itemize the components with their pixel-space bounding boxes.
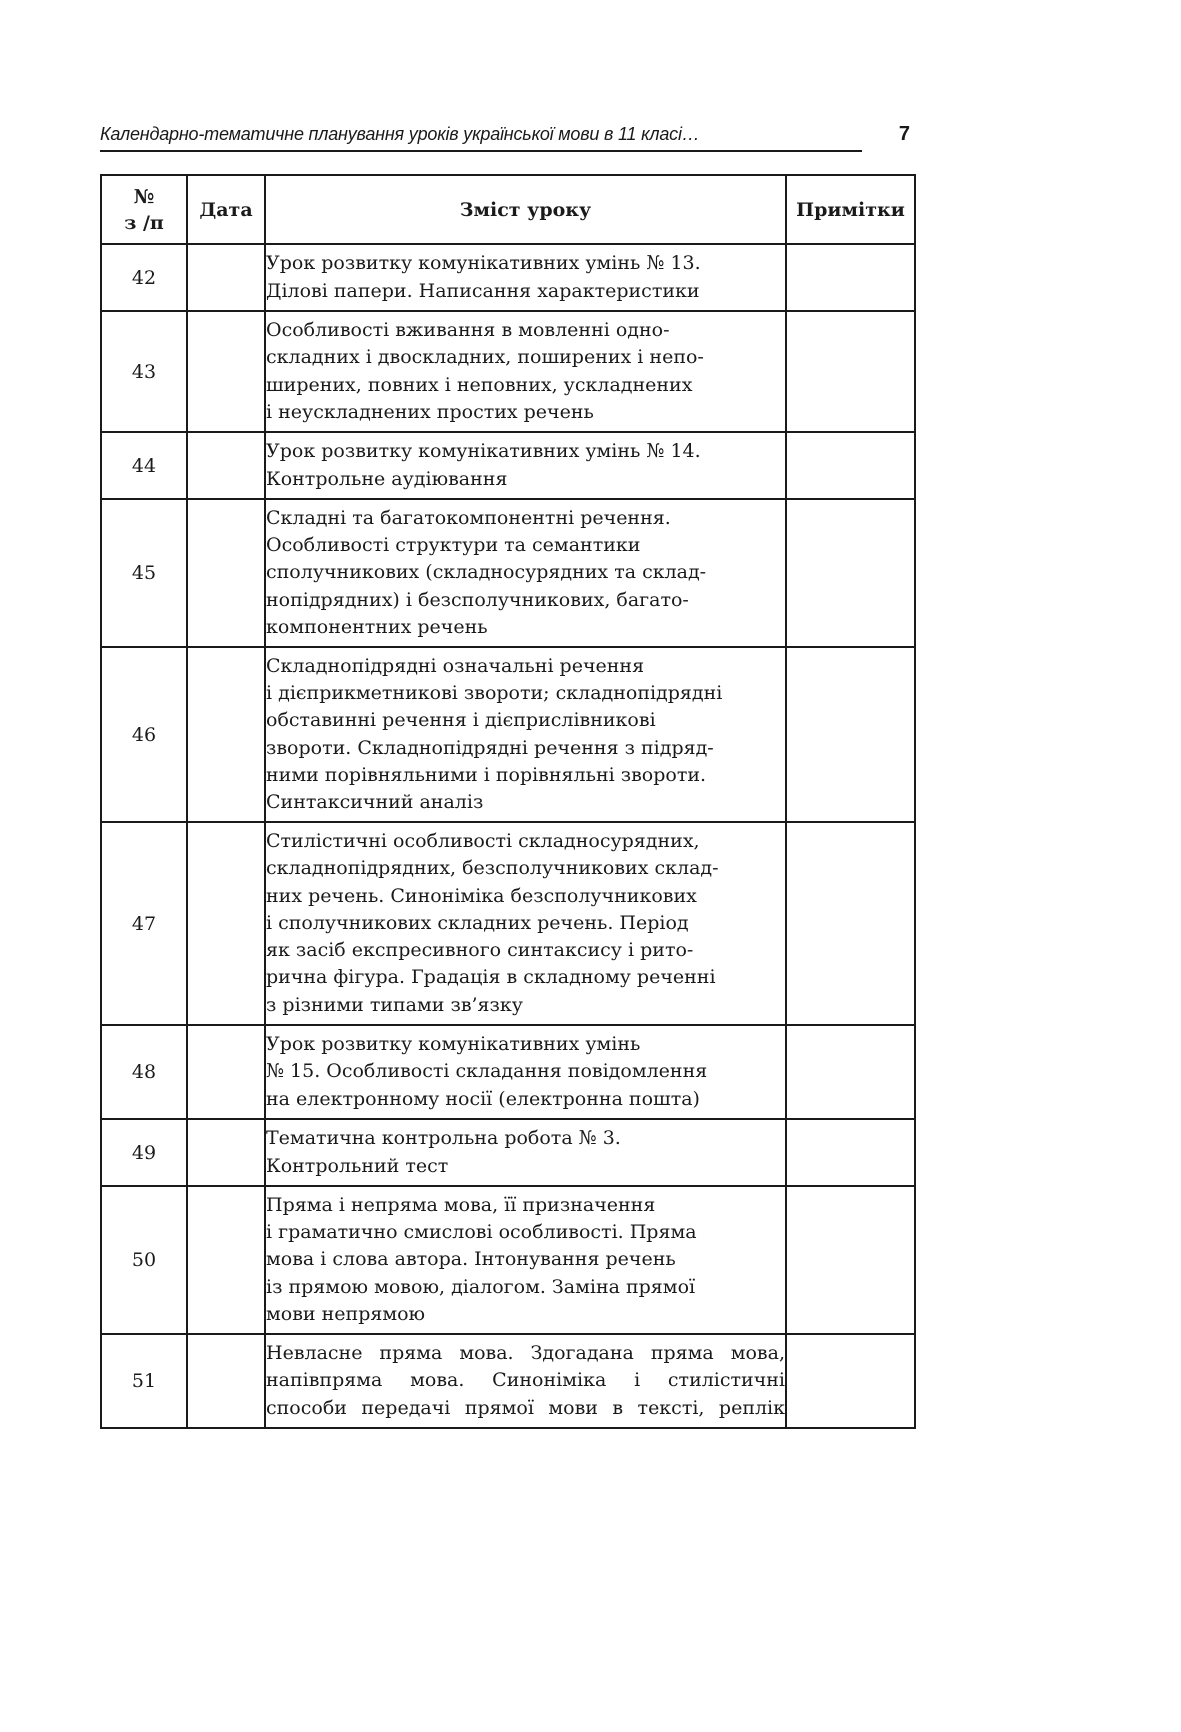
lesson-notes-cell <box>786 822 915 1025</box>
lesson-number: 50 <box>101 1186 187 1334</box>
lesson-content-line: обставинні речення і дієприслівникові <box>266 709 656 732</box>
lesson-content-line: Складні та багатокомпонентні речення. <box>266 506 671 529</box>
lesson-content-line: рична фігура. Градація в складному реченні <box>266 966 716 989</box>
lesson-content-line: них речень. Синоніміка безсполучникових <box>266 884 697 907</box>
lesson-content <box>265 1119 786 1186</box>
lesson-date-cell <box>187 311 265 432</box>
table-row <box>101 499 915 647</box>
lesson-content-line: звороти. Складнопідрядні речення з підряд- <box>266 736 714 759</box>
lesson-number: 42 <box>101 244 187 311</box>
lesson-content-line: Стилістичні особливості складносурядних, <box>266 829 700 852</box>
lesson-content-line: і сполучникових складних речень. Період <box>266 911 689 934</box>
header-content: Зміст уроку <box>265 175 786 244</box>
lesson-notes-cell <box>786 1119 915 1186</box>
lesson-content-line: Урок розвитку комунікативних умінь № 14. <box>266 440 701 463</box>
lesson-content-line: з різними типами зв’язку <box>266 993 523 1016</box>
lesson-content-line: ширених, повних і неповних, ускладнених <box>266 373 693 396</box>
lesson-notes-cell <box>786 244 915 311</box>
lesson-content-line: № 15. Особливості складання повідомлення <box>266 1060 708 1083</box>
lesson-content-line: способи передачі прямої мови в тексті, реплік <box>266 1396 785 1419</box>
lesson-content-line: і дієприкметникові звороти; складнопідрядні <box>266 681 723 704</box>
lesson-number: 45 <box>101 499 187 647</box>
lesson-content-line: на електронному носії (електронна пошта) <box>266 1087 700 1110</box>
table-row <box>101 244 915 311</box>
lesson-content <box>265 311 786 432</box>
lesson-date-cell <box>187 244 265 311</box>
lesson-content <box>265 432 786 499</box>
lesson-content <box>265 822 786 1025</box>
lesson-content-line: Особливості структури та семантики <box>266 534 641 557</box>
lesson-content-line: і граматично смислові особливості. Пряма <box>266 1221 697 1244</box>
lesson-content-line: напівпряма мова. Синоніміка і стилістичні <box>266 1369 785 1392</box>
lesson-content-line: Особливості вживання в мовленні одно- <box>266 318 670 341</box>
lesson-date-cell <box>187 432 265 499</box>
table-row <box>101 1186 915 1334</box>
lesson-content-line: Складнопідрядні означальні речення <box>266 654 645 677</box>
header-date: Дата <box>187 175 265 244</box>
table-row <box>101 1334 915 1428</box>
lesson-content-line: Тематична контрольна робота № 3. <box>266 1127 621 1150</box>
lesson-content <box>265 1334 786 1428</box>
lesson-date-cell <box>187 647 265 822</box>
table-row <box>101 432 915 499</box>
lesson-number: 48 <box>101 1025 187 1119</box>
lesson-notes-cell <box>786 311 915 432</box>
lesson-number: 49 <box>101 1119 187 1186</box>
lesson-content <box>265 499 786 647</box>
lesson-notes-cell <box>786 1334 915 1428</box>
lesson-date-cell <box>187 1186 265 1334</box>
lesson-plan-table <box>100 174 916 1429</box>
table-header-row <box>101 175 915 244</box>
lesson-content-line: ними порівняльними і порівняльні звороти. <box>266 763 707 786</box>
lesson-content-line: Контрольний тест <box>266 1154 449 1177</box>
lesson-content-line: Контрольне аудіювання <box>266 467 508 490</box>
lesson-content-line: мова і слова автора. Інтонування речень <box>266 1248 676 1271</box>
lesson-content-line: із прямою мовою, діалогом. Заміна прямої <box>266 1275 696 1298</box>
lesson-number: 51 <box>101 1334 187 1428</box>
lesson-content-line: складнопідрядних, безсполучникових склад- <box>266 857 719 880</box>
lesson-content-line: нопідрядних) і безсполучникових, багато- <box>266 588 689 611</box>
lesson-notes-cell <box>786 647 915 822</box>
lesson-content-line: Ділові папери. Написання характеристики <box>266 279 700 302</box>
running-head-title: Календарно-тематичне планування уроків української мови в 11 класі… <box>100 124 700 144</box>
lesson-date-cell <box>187 1025 265 1119</box>
lesson-content <box>265 1025 786 1119</box>
lesson-number: 44 <box>101 432 187 499</box>
lesson-content-line: мови непрямою <box>266 1302 426 1325</box>
lesson-content-line: Невласне пряма мова. Здогадана пряма мова, <box>266 1342 785 1365</box>
lesson-content-line: як засіб експресивного синтаксису і рито- <box>266 939 694 962</box>
lesson-content-line: складних і двоскладних, поширених і непо- <box>266 346 704 369</box>
table-row <box>101 822 915 1025</box>
lesson-number: 47 <box>101 822 187 1025</box>
lesson-content-line: Пряма і непряма мова, її призначення <box>266 1193 656 1216</box>
table-row <box>101 1119 915 1186</box>
header-number: № з /п <box>101 175 187 244</box>
table-row <box>101 647 915 822</box>
lesson-content-line: компонентних речень <box>266 615 488 638</box>
lesson-content-line: і неускладнених простих речень <box>266 400 594 423</box>
lesson-date-cell <box>187 822 265 1025</box>
table-row <box>101 1025 915 1119</box>
lesson-content-line: Урок розвитку комунікативних умінь <box>266 1033 641 1056</box>
running-head <box>100 121 862 152</box>
lesson-number: 43 <box>101 311 187 432</box>
lesson-date-cell <box>187 1334 265 1428</box>
lesson-content-line: Синтаксичний аналіз <box>266 791 484 814</box>
lesson-content <box>265 244 786 311</box>
page-number: 7 <box>898 123 910 145</box>
lesson-content <box>265 647 786 822</box>
lesson-notes-cell <box>786 1186 915 1334</box>
table-row <box>101 311 915 432</box>
lesson-notes-cell <box>786 1025 915 1119</box>
lesson-notes-cell <box>786 432 915 499</box>
lesson-content-line: Урок розвитку комунікативних умінь № 13. <box>266 252 701 275</box>
lesson-content-line: сполучникових (складносурядних та склад- <box>266 561 707 584</box>
lesson-content <box>265 1186 786 1334</box>
lesson-date-cell <box>187 499 265 647</box>
lesson-notes-cell <box>786 499 915 647</box>
lesson-date-cell <box>187 1119 265 1186</box>
header-notes: Примітки <box>786 175 915 244</box>
lesson-number: 46 <box>101 647 187 822</box>
